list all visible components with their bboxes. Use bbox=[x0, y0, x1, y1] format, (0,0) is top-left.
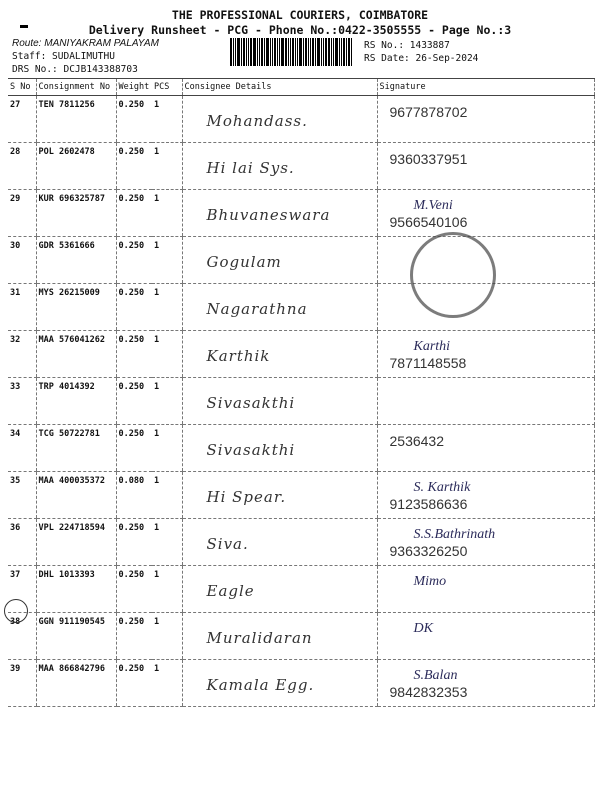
row-weight: 0.250 bbox=[116, 566, 152, 613]
barcode-bar bbox=[335, 38, 338, 66]
row-signature bbox=[377, 425, 594, 472]
col-pcs: PCS bbox=[152, 79, 182, 96]
phone-handwriting: 2536432 bbox=[389, 433, 445, 449]
barcode-bar bbox=[243, 38, 245, 66]
barcode-bar bbox=[343, 38, 345, 66]
row-weight: 0.250 bbox=[116, 143, 152, 190]
phone-handwriting: 9842832353 bbox=[389, 684, 468, 700]
row-pcs: 1 bbox=[152, 378, 182, 425]
barcode-bar bbox=[325, 38, 327, 66]
row-consignee bbox=[182, 613, 377, 660]
phone-handwriting: 9123586636 bbox=[389, 496, 468, 512]
col-consignee: Consignee Details bbox=[182, 79, 377, 96]
row-sno: 33 bbox=[8, 378, 36, 425]
barcode-bar bbox=[274, 38, 276, 66]
phone-handwriting: 9677878702 bbox=[389, 104, 468, 120]
barcode-bar bbox=[310, 38, 311, 66]
row-consignee bbox=[182, 660, 377, 707]
consignee-handwriting: Mohandass. bbox=[206, 112, 308, 130]
barcode-bar bbox=[321, 38, 322, 66]
row-consignment: POL 2602478 bbox=[36, 143, 116, 190]
row-consignee bbox=[182, 519, 377, 566]
table-row bbox=[8, 425, 594, 472]
row-sno: 35 bbox=[8, 472, 36, 519]
row-consignment: KUR 696325787 bbox=[36, 190, 116, 237]
table-row bbox=[8, 237, 594, 284]
barcode-bar bbox=[308, 38, 309, 66]
consignee-handwriting: Bhuvaneswara bbox=[206, 206, 331, 224]
row-weight: 0.250 bbox=[116, 284, 152, 331]
barcode-bar bbox=[241, 38, 242, 66]
phone-handwriting: 9363326250 bbox=[389, 543, 468, 559]
row-pcs: 1 bbox=[152, 331, 182, 378]
barcode-bar bbox=[305, 38, 307, 66]
barcode-bar bbox=[351, 38, 352, 66]
delivery-table bbox=[8, 78, 595, 707]
barcode-bar bbox=[281, 38, 284, 66]
row-sno: 31 bbox=[8, 284, 36, 331]
route-label: Route: MANIYAKRAM PALAYAM bbox=[12, 38, 159, 49]
barcode-bar bbox=[303, 38, 304, 66]
table-row bbox=[8, 613, 594, 660]
consignee-handwriting: Eagle bbox=[206, 582, 255, 600]
row-consignee bbox=[182, 472, 377, 519]
row-signature bbox=[377, 378, 594, 425]
consignee-handwriting: Sivasakthi bbox=[206, 441, 296, 459]
barcode-bar bbox=[237, 38, 240, 66]
row-weight: 0.250 bbox=[116, 237, 152, 284]
table-row bbox=[8, 660, 594, 707]
row-pcs: 1 bbox=[152, 284, 182, 331]
row-sno: 29 bbox=[8, 190, 36, 237]
barcode-bar bbox=[259, 38, 260, 66]
barcode-bar bbox=[277, 38, 278, 66]
table-row bbox=[8, 96, 594, 143]
row-consignee bbox=[182, 96, 377, 143]
row-weight: 0.250 bbox=[116, 425, 152, 472]
signature-handwriting: S.S.Bathrinath bbox=[413, 527, 496, 542]
barcode-bar bbox=[246, 38, 247, 66]
staff-label: Staff: SUDALIMUTHU bbox=[12, 51, 115, 62]
row-consignment: MAA 576041262 bbox=[36, 331, 116, 378]
table-row bbox=[8, 519, 594, 566]
row-pcs: 1 bbox=[152, 237, 182, 284]
table-header-row bbox=[8, 79, 594, 96]
barcode-bar bbox=[317, 38, 320, 66]
row-pcs: 1 bbox=[152, 472, 182, 519]
row-consignment: TCG 50722781 bbox=[36, 425, 116, 472]
row-weight: 0.250 bbox=[116, 660, 152, 707]
consignee-handwriting: Kamala Egg. bbox=[206, 676, 315, 694]
row-pcs: 1 bbox=[152, 660, 182, 707]
row-sno: 34 bbox=[8, 425, 36, 472]
row-weight: 0.250 bbox=[116, 519, 152, 566]
row-consignment: VPL 224718594 bbox=[36, 519, 116, 566]
barcode-bar bbox=[270, 38, 271, 66]
barcode-bar bbox=[341, 38, 342, 66]
barcode-bar bbox=[290, 38, 291, 66]
row-consignment: MAA 866842796 bbox=[36, 660, 116, 707]
barcode-bar bbox=[328, 38, 330, 66]
row-consignee bbox=[182, 378, 377, 425]
row-consignment: MAA 400035372 bbox=[36, 472, 116, 519]
barcode-bar bbox=[272, 38, 273, 66]
barcode-bar bbox=[339, 38, 340, 66]
consignee-handwriting: Siva. bbox=[206, 535, 249, 553]
row-consignee bbox=[182, 190, 377, 237]
row-pcs: 1 bbox=[152, 613, 182, 660]
row-weight: 0.250 bbox=[116, 190, 152, 237]
consignee-handwriting: Nagarathna bbox=[206, 300, 308, 318]
row-sno: 37 bbox=[8, 566, 36, 613]
row-sno: 36 bbox=[8, 519, 36, 566]
table-row bbox=[8, 378, 594, 425]
barcode bbox=[230, 38, 358, 66]
table-row bbox=[8, 190, 594, 237]
row-pcs: 1 bbox=[152, 425, 182, 472]
drs-number: DRS No.: DCJB143388703 bbox=[12, 64, 138, 75]
barcode-bar bbox=[250, 38, 252, 66]
row-consignee bbox=[182, 143, 377, 190]
row-consignment: DHL 1013393 bbox=[36, 566, 116, 613]
phone-handwriting: 9566540106 bbox=[389, 214, 468, 230]
row-signature bbox=[377, 660, 594, 707]
barcode-bar bbox=[257, 38, 258, 66]
row-weight: 0.080 bbox=[116, 472, 152, 519]
row-consignee bbox=[182, 237, 377, 284]
table-row bbox=[8, 566, 594, 613]
row-pcs: 1 bbox=[152, 519, 182, 566]
barcode-bar bbox=[253, 38, 256, 66]
consignee-handwriting: Muralidaran bbox=[206, 629, 313, 647]
row-sno: 38 bbox=[8, 613, 36, 660]
barcode-bar bbox=[261, 38, 263, 66]
barcode-bar bbox=[279, 38, 280, 66]
consignee-handwriting: Gogulam bbox=[206, 253, 282, 271]
barcode-bar bbox=[292, 38, 294, 66]
row-signature bbox=[377, 143, 594, 190]
row-signature bbox=[377, 331, 594, 378]
rs-date: RS Date: 26-Sep-2024 bbox=[364, 53, 479, 64]
barcode-bar bbox=[235, 38, 236, 66]
barcode-bar bbox=[266, 38, 269, 66]
row-consignee bbox=[182, 425, 377, 472]
barcode-bar bbox=[233, 38, 234, 66]
consignee-handwriting: Hi Spear. bbox=[206, 488, 287, 506]
row-signature bbox=[377, 472, 594, 519]
barcode-bar bbox=[295, 38, 296, 66]
row-sno: 39 bbox=[8, 660, 36, 707]
row-sno: 28 bbox=[8, 143, 36, 190]
row-consignment: TRP 4014392 bbox=[36, 378, 116, 425]
consignee-handwriting: Karthik bbox=[206, 347, 271, 365]
barcode-bar bbox=[333, 38, 334, 66]
signature-handwriting: Karthi bbox=[413, 339, 451, 354]
row-weight: 0.250 bbox=[116, 613, 152, 660]
barcode-bar bbox=[331, 38, 332, 66]
table-row bbox=[8, 331, 594, 378]
barcode-bar bbox=[315, 38, 316, 66]
table-row bbox=[8, 472, 594, 519]
row-pcs: 1 bbox=[152, 190, 182, 237]
row-signature bbox=[377, 190, 594, 237]
row-signature bbox=[377, 96, 594, 143]
row-sno: 27 bbox=[8, 96, 36, 143]
row-weight: 0.250 bbox=[116, 378, 152, 425]
barcode-bar bbox=[288, 38, 289, 66]
row-weight: 0.250 bbox=[116, 96, 152, 143]
barcode-bar bbox=[264, 38, 265, 66]
col-consignment: Consignment No bbox=[36, 79, 116, 96]
company-title: THE PROFESSIONAL COURIERS, COIMBATORE bbox=[171, 8, 429, 22]
col-weight: Weight bbox=[116, 79, 152, 96]
consignee-handwriting: Sivasakthi bbox=[206, 394, 296, 412]
barcode-bar bbox=[348, 38, 350, 66]
row-pcs: 1 bbox=[152, 96, 182, 143]
consignee-handwriting: Hi lai Sys. bbox=[206, 159, 295, 177]
row-consignment: TEN 7811256 bbox=[36, 96, 116, 143]
col-sno: S No bbox=[8, 79, 36, 96]
barcode-bar bbox=[312, 38, 314, 66]
row-consignment: MYS 26215009 bbox=[36, 284, 116, 331]
phone-handwriting: 9360337951 bbox=[389, 151, 468, 167]
phone-handwriting: 7871148558 bbox=[389, 355, 467, 371]
signature-handwriting: S. Karthik bbox=[413, 480, 471, 495]
row-weight: 0.250 bbox=[116, 331, 152, 378]
row-consignee bbox=[182, 566, 377, 613]
table-row bbox=[8, 284, 594, 331]
signature-handwriting: Mimo bbox=[413, 574, 447, 589]
row-consignee bbox=[182, 284, 377, 331]
barcode-bar bbox=[299, 38, 302, 66]
row-consignment: GDR 5361666 bbox=[36, 237, 116, 284]
row-consignment: GGN 911190545 bbox=[36, 613, 116, 660]
barcode-bar bbox=[297, 38, 298, 66]
col-signature: Signature bbox=[377, 79, 594, 96]
runsheet-title: Delivery Runsheet - PCG - Phone No.:0422-3505555 - Page No.:3 bbox=[88, 23, 512, 37]
barcode-bar bbox=[346, 38, 347, 66]
row-sno: 30 bbox=[8, 237, 36, 284]
row-signature bbox=[377, 566, 594, 613]
rs-number: RS No.: 1433887 bbox=[364, 40, 450, 51]
circled-row-mark bbox=[4, 599, 28, 623]
row-signature bbox=[377, 613, 594, 660]
row-sno: 32 bbox=[8, 331, 36, 378]
courier-stamp bbox=[410, 232, 496, 318]
row-signature bbox=[377, 519, 594, 566]
row-pcs: 1 bbox=[152, 143, 182, 190]
barcode-bar bbox=[230, 38, 232, 66]
signature-handwriting: M.Veni bbox=[413, 198, 453, 213]
table-row bbox=[8, 143, 594, 190]
signature-handwriting: S.Balan bbox=[413, 668, 458, 683]
signature-handwriting: DK bbox=[413, 621, 433, 636]
row-consignee bbox=[182, 331, 377, 378]
barcode-bar bbox=[323, 38, 324, 66]
barcode-bar bbox=[248, 38, 249, 66]
barcode-bar bbox=[285, 38, 287, 66]
row-pcs: 1 bbox=[152, 566, 182, 613]
